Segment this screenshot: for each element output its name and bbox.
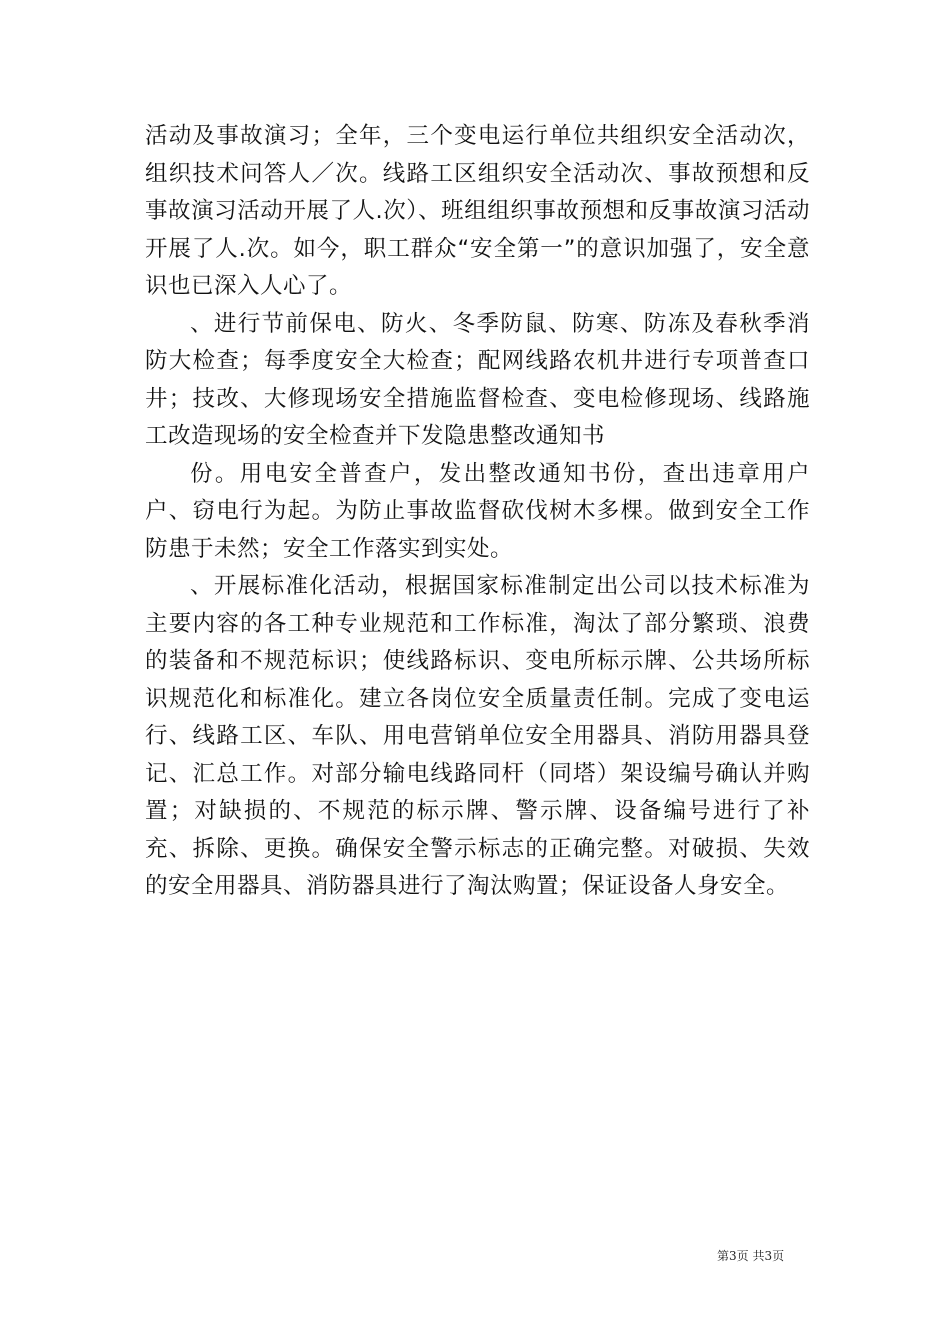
page-number-footer: 第3页 共3页 [717,1249,785,1263]
paragraph-1: 活动及事故演习；全年，三个变电运行单位共组织安全活动次，组织技术问答人／次。线路工区组织安全活动次、事故预想和反事故演习活动开展了人.次）、班组组织事故预想和反事故演习活动开展了人.次。如今，职工群众“安全第一”的意识加强了，安全意识也已深入人心了。 [145,123,810,299]
paragraph-4: 、开展标准化活动，根据国家标准制定出公司以技术标准为主要内容的各工种专业规范和工作标准，淘汰了部分繁琐、浪费的装备和不规范标识；使线路标识、变电所标示牌、公共场所标识规范化和标准化。建立各岗位安全质量责任制。完成了变电运行、线路工区、车队、用电营销单位安全用器具、消防用器具登记、汇总工作。对部分输电线路同杆（同塔）架设编号确认并购置；对缺损的、不规范的标示牌、警示牌、设备编号进行了补充、拆除、更换。确保安全警示标志的正确完整。对破损、失效的安全用器具、消防器具进行了淘汰购置；保证设备人身安全。 [145,573,810,899]
document-body [145,118,810,906]
paragraph-3: 份。用电安全普查户，发出整改通知书份，查出违章用户户、窃电行为起。为防止事故监督砍伐树木多棵。做到安全工作防患于未然；安全工作落实到实处。 [145,460,810,562]
paragraph-2: 、进行节前保电、防火、冬季防鼠、防寒、防冻及春秋季消防大检查；每季度安全大检查；配网线路农机井进行专项普查口井；技改、大修现场安全措施监督检查、变电检修现场、线路施工改造现场的安全检查并下发隐患整改通知书 [145,310,810,449]
